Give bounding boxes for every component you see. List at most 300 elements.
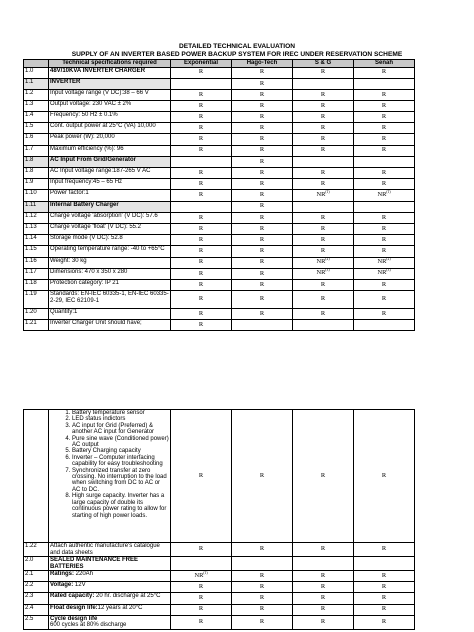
row-number: 2.4	[24, 604, 49, 615]
rating-value: R	[381, 180, 387, 188]
header-vendor-exponential: Exponential	[171, 60, 232, 68]
row-number: 1.16	[24, 257, 49, 268]
rating-value: R	[259, 146, 265, 154]
row-number: 1.20	[24, 309, 49, 320]
rating-value: R	[381, 309, 387, 317]
rating-s-and-g: R	[293, 410, 354, 543]
row-number: 1.17	[24, 268, 49, 279]
rating-hago-tech	[232, 223, 293, 234]
footnote-mark: (2)	[325, 257, 330, 262]
rating-value: R	[381, 135, 387, 143]
row-number: 1.6	[24, 134, 49, 145]
row-number: 1.2	[24, 89, 49, 100]
rating-value: R	[259, 191, 265, 199]
rating-s-and-g	[293, 309, 354, 320]
table-row	[24, 67, 415, 78]
rating-value: R	[381, 295, 387, 303]
rating-exponential	[171, 78, 232, 89]
rating-value: R	[320, 224, 326, 232]
rating-hago-tech	[232, 235, 293, 246]
rating-value: R	[259, 124, 265, 132]
row-description	[49, 571, 171, 582]
rating-value: R	[198, 168, 204, 176]
rating-s-and-g	[293, 190, 354, 201]
rating-value: R	[381, 124, 387, 132]
rating-value: R	[320, 295, 326, 303]
footnote-mark: (2)	[386, 257, 391, 262]
row-value: 12V	[73, 582, 86, 589]
footnote-mark: (3)	[386, 268, 391, 273]
rating-value: R	[259, 113, 265, 121]
rating-senah	[354, 190, 415, 201]
rating-value: R	[381, 583, 387, 591]
rating-hago-tech	[232, 112, 293, 123]
row-number: 1.13	[24, 223, 49, 234]
row-number: 2.5	[24, 615, 49, 629]
table-row	[24, 89, 415, 100]
rating-senah: R	[354, 410, 415, 543]
row-number: 1.14	[24, 235, 49, 246]
rating-exponential	[171, 268, 232, 279]
rating-senah	[354, 543, 415, 557]
rating-hago-tech	[232, 190, 293, 201]
rating-value: R	[259, 545, 265, 553]
rating-exponential	[171, 246, 232, 257]
row-description: Input voltage range (V DC):38 – 66 V	[49, 89, 171, 100]
rating-exponential	[171, 145, 232, 156]
rating-s-and-g	[293, 291, 354, 309]
table-row	[24, 268, 415, 279]
row-number: 1.3	[24, 101, 49, 112]
table-row	[24, 212, 415, 223]
feature-item: 6. Inverter – Computer interfacing capability for easy troubleshooting	[72, 455, 169, 468]
rating-value: R	[259, 68, 265, 76]
rating-value: R	[259, 280, 265, 288]
rating-value: R	[320, 247, 326, 255]
rating-hago-tech	[232, 257, 293, 268]
rating-s-and-g	[293, 123, 354, 134]
rating-exponential	[171, 223, 232, 234]
rating-value: R	[259, 168, 265, 176]
rating-s-and-g	[293, 67, 354, 78]
row-value: 220Ah	[74, 571, 94, 577]
row-number: 1.21	[24, 320, 49, 331]
rating-senah	[354, 78, 415, 89]
rating-value: R	[198, 124, 204, 132]
rating-s-and-g	[293, 235, 354, 246]
rating-s-and-g	[293, 89, 354, 100]
row-description	[49, 604, 171, 615]
rating-value: R	[320, 618, 326, 625]
table-row	[24, 582, 415, 593]
rating-hago-tech	[232, 145, 293, 156]
table-row	[24, 145, 415, 156]
row-description: Output voltage: 230 VAC ± 2%	[49, 101, 171, 112]
rating-hago-tech	[232, 291, 293, 309]
rating-s-and-g	[293, 201, 354, 212]
table-row	[24, 78, 415, 89]
row-value: 12 years at 20°C	[97, 604, 143, 611]
rating-senah	[354, 156, 415, 167]
feature-item: 2. LED status indictors	[72, 416, 169, 422]
table-2-body	[24, 410, 415, 630]
rating-exponential	[171, 320, 232, 331]
rating-s-and-g	[293, 615, 354, 629]
rating-value: R	[320, 309, 326, 317]
rating-value: R	[198, 269, 204, 277]
footnote-mark: (1)	[386, 190, 391, 195]
row-description: Frequency: 50 Hz ± 0.1%	[49, 112, 171, 123]
rating-value: R	[259, 618, 265, 625]
rating-value: NR	[377, 191, 387, 199]
table-row	[24, 134, 415, 145]
rating-value: R	[320, 213, 326, 221]
rating-exponential	[171, 604, 232, 615]
rating-hago-tech	[232, 557, 293, 571]
row-number: 2.0	[24, 557, 49, 571]
rating-hago-tech	[232, 212, 293, 223]
feature-item: 5. Battery Charging capacity	[72, 448, 169, 454]
table-row	[24, 168, 415, 179]
rating-value: R	[259, 295, 265, 303]
rating-s-and-g	[293, 582, 354, 593]
row-number: 1.5	[24, 123, 49, 134]
row-description: Dimensions: 470 x 350 x 280	[49, 268, 171, 279]
rating-hago-tech	[232, 582, 293, 593]
rating-value: R	[198, 309, 204, 317]
rating-senah	[354, 257, 415, 268]
rating-exponential	[171, 112, 232, 123]
rating-senah	[354, 123, 415, 134]
rating-exponential	[171, 309, 232, 320]
rating-hago-tech	[232, 309, 293, 320]
rating-s-and-g	[293, 604, 354, 615]
rating-exponential	[171, 279, 232, 290]
rating-value: R	[259, 180, 265, 188]
feature-item: 3. AC input for Grid (Preferred) & another AC input for Generator	[72, 423, 169, 436]
rating-s-and-g	[293, 212, 354, 223]
rating-senah	[354, 309, 415, 320]
row-value: 20 hr. discharge at 25°C	[94, 593, 161, 600]
rating-senah	[354, 615, 415, 629]
rating-value: NR	[194, 571, 204, 579]
rating-value: R	[320, 113, 326, 121]
feature-item: 7. Synchronized transfer at zero crossing. No interruption to the load when switching from DC to AC or AC to DC.	[72, 468, 169, 494]
rating-s-and-g	[293, 593, 354, 604]
row-description	[49, 582, 171, 593]
table-row	[24, 235, 415, 246]
rating-hago-tech	[232, 604, 293, 615]
table-row	[24, 279, 415, 290]
rating-exponential	[171, 257, 232, 268]
rating-value: R	[198, 213, 204, 221]
rating-value: R	[198, 295, 204, 303]
rating-hago-tech	[232, 123, 293, 134]
row-number: 2.3	[24, 593, 49, 604]
rating-s-and-g	[293, 571, 354, 582]
row-number: 1.15	[24, 246, 49, 257]
rating-value: R	[381, 113, 387, 121]
rating-value: R	[198, 583, 204, 591]
row-description: Weight: 30 kg	[49, 257, 171, 268]
row-description: Internal Battery Charger	[49, 201, 171, 212]
table-1-body	[24, 67, 415, 331]
table-row	[24, 291, 415, 309]
rating-s-and-g	[293, 320, 354, 331]
rating-hago-tech	[232, 67, 293, 78]
row-description: Operating temperature range: -40 to +65°C	[49, 246, 171, 257]
rating-value: R	[198, 146, 204, 154]
rating-exponential	[171, 190, 232, 201]
row-label: Voltage:	[50, 582, 74, 589]
rating-value: R	[381, 618, 387, 625]
rating-value: R	[381, 247, 387, 255]
row-number: 1.4	[24, 112, 49, 123]
rating-value: R	[320, 90, 326, 98]
rating-s-and-g	[293, 246, 354, 257]
rating-exponential	[171, 557, 232, 571]
header-vendor-hago-tech: Hago-Tech	[232, 60, 293, 68]
rating-value: R	[198, 545, 204, 553]
rating-hago-tech	[232, 246, 293, 257]
row-description: Cont. output power at 25°C (VA) 10,000	[49, 123, 171, 134]
rating-exponential	[171, 179, 232, 190]
feature-list	[50, 410, 169, 519]
rating-senah	[354, 212, 415, 223]
rating-exponential	[171, 582, 232, 593]
rating-s-and-g	[293, 179, 354, 190]
rating-value: R	[259, 224, 265, 232]
rating-value: NR	[316, 269, 326, 277]
rating-value: R	[381, 90, 387, 98]
feature-item: 1. Battery temperature sensor	[72, 410, 169, 416]
rating-hago-tech	[232, 101, 293, 112]
table-row	[24, 246, 415, 257]
rating-exponential	[171, 101, 232, 112]
row-number: 1.0	[24, 67, 49, 78]
rating-value: R	[320, 594, 326, 602]
table-row	[24, 156, 415, 167]
rating-exponential	[171, 89, 232, 100]
table-row	[24, 190, 415, 201]
row-number: 1.8	[24, 156, 49, 167]
row-description: Protection category: IP 21	[49, 279, 171, 290]
rating-senah	[354, 201, 415, 212]
rating-exponential	[171, 615, 232, 629]
row-description: Attach authentic manufacture's catalogue and data sheets	[49, 543, 171, 557]
row-number: 1.12	[24, 212, 49, 223]
footnote-mark: (1)	[203, 570, 208, 575]
row-number: 1.19	[24, 291, 49, 309]
row-description	[49, 410, 171, 543]
rating-value: R	[259, 594, 265, 602]
rating-exponential	[171, 291, 232, 309]
row-description: AC Input voltage range:187-265 V AC	[49, 168, 171, 179]
rating-value: R	[320, 146, 326, 154]
rating-value: R	[320, 68, 326, 76]
rating-s-and-g	[293, 145, 354, 156]
row-number: 1.9	[24, 179, 49, 190]
rating-hago-tech	[232, 279, 293, 290]
rating-value: R	[259, 101, 265, 109]
rating-s-and-g	[293, 78, 354, 89]
feature-item: 4. Pure sine wave (Conditioned power) AC output	[72, 436, 169, 449]
rating-value: R	[381, 224, 387, 232]
row-number: 1.22	[24, 543, 49, 557]
row-label: Float design life:	[50, 604, 98, 611]
rating-s-and-g	[293, 156, 354, 167]
row-label: Ratings:	[50, 571, 74, 577]
rating-exponential	[171, 201, 232, 212]
rating-value: R	[259, 571, 265, 579]
rating-hago-tech	[232, 571, 293, 582]
rating-value: R	[320, 101, 326, 109]
row-number: 1.8	[24, 168, 49, 179]
rating-hago-tech	[232, 593, 293, 604]
rating-hago-tech: R	[232, 410, 293, 543]
rating-value: R	[259, 135, 265, 143]
rating-senah	[354, 320, 415, 331]
rating-senah	[354, 268, 415, 279]
rating-value: R	[198, 594, 204, 602]
rating-s-and-g	[293, 268, 354, 279]
rating-value: R	[259, 605, 265, 613]
row-description: SEALED MAINTENANCE FREE BATTERIES	[49, 557, 171, 571]
rating-value: R	[259, 583, 265, 591]
rating-value: R	[198, 258, 204, 266]
row-number: 1.1	[24, 78, 49, 89]
row-number	[24, 410, 49, 543]
rating-hago-tech	[232, 543, 293, 557]
rating-exponential	[171, 67, 232, 78]
rating-exponential	[171, 571, 232, 582]
rating-value: R	[259, 269, 265, 277]
row-description: Power factor:1	[49, 190, 171, 201]
rating-exponential	[171, 134, 232, 145]
row-description: Peak power (W): 20,000	[49, 134, 171, 145]
row-description: Charge voltage 'float' (V DC): 55.2	[49, 223, 171, 234]
rating-value: R	[381, 235, 387, 243]
header-number-cell	[24, 60, 49, 68]
row-value: 600 cycles at 80% discharge	[50, 622, 127, 629]
row-number: 1.7	[24, 145, 49, 156]
rating-value: R	[320, 583, 326, 591]
rating-senah	[354, 279, 415, 290]
rating-value: R	[381, 594, 387, 602]
rating-senah	[354, 223, 415, 234]
rating-value: R	[381, 168, 387, 176]
rating-value: R	[198, 605, 204, 613]
table-header-row	[24, 60, 415, 68]
rating-value: R	[381, 280, 387, 288]
rating-senah	[354, 571, 415, 582]
table-row	[24, 309, 415, 320]
rating-value: R	[259, 309, 265, 317]
row-description: AC Input From Grid/Generator	[49, 156, 171, 167]
rating-value: R	[381, 146, 387, 154]
rating-value: R	[198, 101, 204, 109]
row-label: Rated capacity:	[50, 593, 95, 600]
rating-exponential	[171, 123, 232, 134]
rating-hago-tech	[232, 168, 293, 179]
rating-value: R	[259, 258, 265, 266]
header-vendor-senah: Senah	[354, 60, 415, 68]
rating-hago-tech	[232, 156, 293, 167]
rating-exponential	[171, 235, 232, 246]
rating-value: R	[198, 280, 204, 288]
table-row	[24, 179, 415, 190]
row-description: Maximum efficiency (%): 96	[49, 145, 171, 156]
row-number: 1.18	[24, 279, 49, 290]
rating-senah	[354, 582, 415, 593]
table-row	[24, 557, 415, 571]
rating-senah	[354, 593, 415, 604]
rating-value: R	[198, 113, 204, 121]
row-number: 1.10	[24, 190, 49, 201]
rating-value: R	[198, 247, 204, 255]
rating-value: R	[320, 135, 326, 143]
table-row	[24, 320, 415, 331]
rating-value: R	[198, 90, 204, 98]
rating-value: R	[198, 235, 204, 243]
row-description: Standards: EN-IEC 60335-1, EN-IEC 60335-2-29, IEC 62109-1	[49, 291, 171, 309]
rating-hago-tech	[232, 78, 293, 89]
document-subtitle: SUPPLY OF AN INVERTER BASED POWER BACKUP SYSTEM FOR IREC UNDER RESERVATION SCHEME	[71, 51, 403, 58]
rating-s-and-g	[293, 557, 354, 571]
rating-value: R	[320, 280, 326, 288]
rating-senah	[354, 67, 415, 78]
rating-hago-tech	[232, 320, 293, 331]
rating-value: R	[381, 213, 387, 221]
rating-value: R	[198, 224, 204, 232]
evaluation-table-1	[23, 59, 415, 331]
rating-senah	[354, 179, 415, 190]
rating-exponential	[171, 593, 232, 604]
rating-senah	[354, 557, 415, 571]
row-description: INVERTER	[49, 78, 171, 89]
table-row	[24, 257, 415, 268]
rating-value: R	[320, 168, 326, 176]
rating-hago-tech	[232, 268, 293, 279]
row-label: Cycle design life	[50, 615, 98, 622]
rating-exponential	[171, 156, 232, 167]
row-number: 2.1	[24, 571, 49, 582]
table-row	[24, 112, 415, 123]
feature-item: 8. High surge capacity. Inverter has a large capacity of double its continuous power rating to allow for starting of high power loads.	[72, 493, 169, 519]
rating-s-and-g	[293, 112, 354, 123]
rating-s-and-g	[293, 257, 354, 268]
rating-value: R	[198, 191, 204, 199]
rating-value: R	[259, 79, 265, 87]
rating-value: R	[381, 101, 387, 109]
rating-exponential	[171, 168, 232, 179]
rating-value: R	[198, 68, 204, 76]
rating-value: R	[381, 68, 387, 76]
table-row	[24, 571, 415, 582]
rating-senah	[354, 134, 415, 145]
table-row	[24, 101, 415, 112]
rating-value: NR	[316, 258, 326, 266]
rating-value: R	[198, 135, 204, 143]
rating-value: R	[381, 571, 387, 579]
rating-value: R	[320, 235, 326, 243]
rating-exponential	[171, 212, 232, 223]
rating-value: R	[259, 247, 265, 255]
rating-value: R	[320, 124, 326, 132]
rating-hago-tech	[232, 615, 293, 629]
rating-value: R	[320, 545, 326, 553]
rating-value: R	[259, 213, 265, 221]
